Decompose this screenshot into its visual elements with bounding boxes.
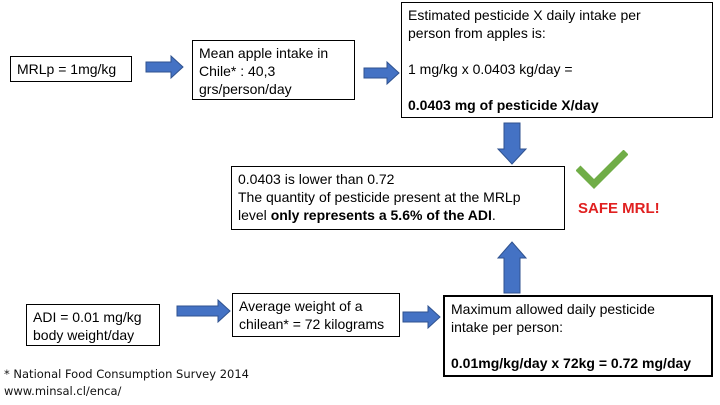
apple-intake-box — [192, 40, 355, 100]
comparison-line3-bold: only represents a 5.6% of the ADI — [270, 207, 492, 223]
mrlp-text: MRLp = 1mg/kg — [17, 61, 117, 77]
comparison-line3 — [238, 206, 558, 224]
check-icon — [576, 150, 628, 190]
max-intake-line2: intake per person: — [451, 319, 564, 335]
weight-line2: chilean* = 72 kilograms — [239, 316, 385, 332]
estimated-line2: person from apples is: — [408, 25, 546, 41]
comparison-line3-plain: level — [238, 207, 271, 223]
adi-line2: body weight/day — [33, 327, 135, 343]
comparison-line2: The quantity of pesticide present at the MRLp — [238, 189, 521, 205]
arrow-right-4 — [403, 306, 441, 328]
mrlp-box — [10, 56, 132, 82]
adi-box — [26, 304, 160, 346]
footnote-source: * National Food Consumption Survey 2014 — [4, 367, 249, 381]
apple-intake-line2: Chile* : 40,3 — [199, 63, 276, 79]
apple-intake-line3: grs/person/day — [199, 81, 292, 97]
apple-intake-line1: Mean apple intake in — [199, 45, 329, 61]
arrow-right-1 — [146, 56, 184, 78]
arrow-up — [497, 242, 527, 294]
estimated-result: 0.0403 mg of pesticide X/day — [408, 97, 599, 113]
estimated-line1: Estimated pesticide X daily intake per — [408, 7, 641, 23]
comparison-line1: 0.0403 is lower than 0.72 — [238, 171, 395, 187]
weight-box — [232, 293, 400, 337]
safe-mrl-label: SAFE MRL! — [578, 200, 660, 217]
arrow-right-2 — [364, 62, 400, 84]
adi-line1: ADI = 0.01 mg/kg — [33, 309, 142, 325]
estimated-formula: 1 mg/kg x 0.0403 kg/day = — [408, 61, 573, 77]
estimated-intake-box — [401, 2, 713, 118]
max-intake-box — [443, 295, 713, 377]
max-intake-line1: Maximum allowed daily pesticide — [451, 301, 655, 317]
arrow-right-3 — [177, 300, 231, 322]
comparison-line3-end: . — [491, 207, 496, 223]
comparison-box — [231, 166, 565, 230]
weight-line1: Average weight of a — [239, 298, 363, 314]
arrow-down — [497, 123, 527, 165]
max-intake-result: 0.01mg/kg/day x 72kg = 0.72 mg/day — [451, 355, 692, 371]
footnote-url: www.minsal.cl/enca/ — [4, 384, 122, 398]
